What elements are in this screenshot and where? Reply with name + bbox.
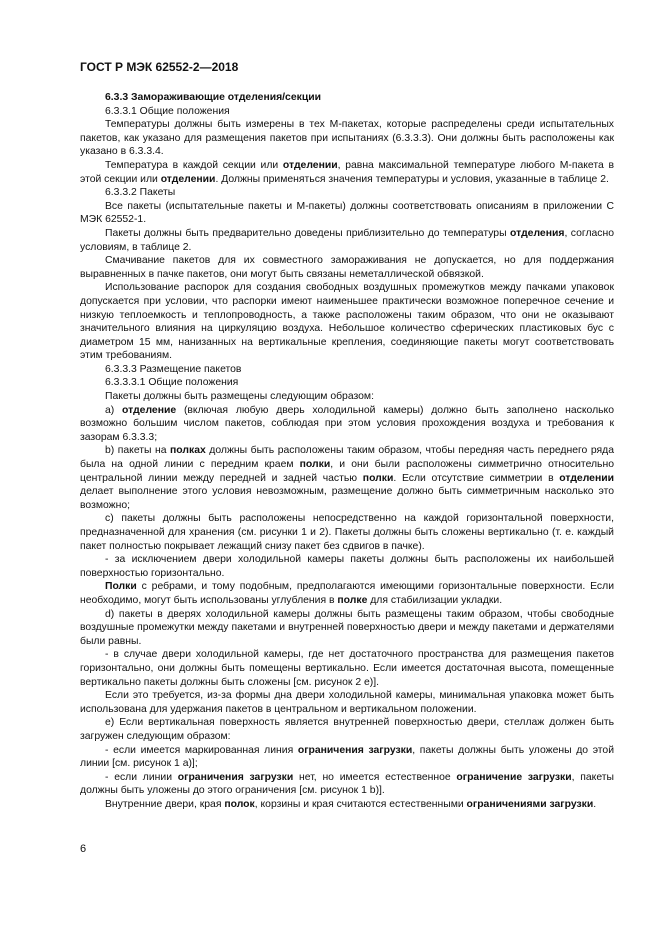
paragraph: Полки с ребрами, и тому подобным, предполагаются имеющими горизонтальные поверхности. Если необходимо, могут быть использованы углубления в полке для стабилизации укладки.	[80, 581, 614, 606]
section-heading: 6.3.3 Замораживающие отделения/секции	[105, 92, 321, 103]
paragraph: - за исключением двери холодильной камеры пакеты должны быть расположены их наибольшей поверхностью горизонтально.	[80, 554, 614, 579]
paragraph: - если линии ограничения загрузки нет, но имеется естественное ограничение загрузки, пакеты должны быть уложены до этого ограничения [см. рисунок 1 b)].	[80, 771, 614, 797]
paragraph: Смачивание пакетов для их совместного замораживания не допускается, но для поддержания выравненных в пачке пакетов, они могут быть связаны неметаллической обвязкой.	[80, 255, 614, 280]
paragraph: 6.3.3.2 Пакеты	[105, 187, 176, 199]
defined-term: полок	[224, 798, 255, 810]
defined-term: полки	[362, 472, 394, 484]
document-header: ГОСТ Р МЭК 62552-2—2018	[80, 60, 239, 74]
defined-term: ограничение загрузки	[456, 771, 572, 783]
defined-term: ограничениями загрузки	[466, 798, 594, 810]
paragraph: 6.3.3.3 Размещение пакетов	[105, 363, 242, 375]
paragraph: е) Если вертикальная поверхность является внутренней поверхностью двери, стеллаж должен быть загружен следующим образом:	[80, 717, 614, 742]
paragraph: - в случае двери холодильной камеры, где нет достаточного пространства для размещения пакетов горизонтально, они должны быть помещены вертикально. Если имеется достаточная высота, помещенные вертикально пакеты должны быть сложены [см. рисунок 2 е)].	[80, 649, 614, 688]
paragraph: а) отделение (включая любую дверь холодильной камеры) должно быть заполнено насколько возможно большим числом пакетов, соблюдая при этом условия прохождения воздуха и требования к зазорам 6.3.3.3;	[80, 404, 614, 443]
defined-term: отделении	[160, 173, 216, 185]
defined-term: полках	[170, 445, 206, 457]
defined-term: полки	[299, 459, 331, 471]
defined-term: Полки	[105, 581, 137, 593]
paragraph: с) пакеты должны быть расположены непосредственно на каждой горизонтальной поверхности, предназначенной для хранения (см. рисунки 1 и 2). Пакеты должны быть сложены вертикально (т. е. каждый пакет полностью покрывает лежащий снизу пакет без сдвигов в пачке).	[80, 513, 614, 552]
paragraph: Температура в каждой секции или отделении, равна максимальной температуре любого М-пакета в этой секции или отделении. Должны применяться значения температуры и условия, указанные в таблице 2.	[80, 159, 614, 185]
defined-term: полке	[337, 594, 368, 606]
defined-term: отделении	[282, 159, 338, 171]
paragraph: Внутренние двери, края полок, корзины и края считаются естественными ограничениями загрузки.	[105, 798, 597, 810]
defined-term: отделении	[559, 472, 614, 484]
defined-term: ограничения загрузки	[177, 771, 294, 783]
paragraph: 6.3.3.1 Общие положения	[105, 105, 230, 117]
defined-term: отделение	[122, 404, 177, 416]
paragraph: Температуры должны быть измерены в тех М-пакетах, которые распределены среди испытательных пакетов, как указано для размещения пакетов при испытаниях (6.3.3.3). Они должны быть расположены как указано в 6.3.3.4.	[80, 119, 614, 158]
paragraph: 6.3.3.3.1 Общие положения	[105, 377, 239, 389]
paragraph: Пакеты должны быть предварительно доведены приблизительно до температуры отделения, согласно условиям, в таблице 2.	[80, 227, 615, 253]
defined-term: ограничения загрузки	[297, 744, 413, 756]
paragraph: Если это требуется, из-за формы дна двери холодильной камеры, минимальная упаковка может быть использована для удержания пакетов в центральном и вертикальном положении.	[80, 690, 614, 715]
paragraph: Пакеты должны быть размещены следующим образом:	[105, 391, 374, 403]
paragraph: Все пакеты (испытательные пакеты и М-пакеты) должны соответствовать описаниям в приложении С МЭК 62552-1.	[80, 200, 614, 226]
paragraph: b) пакеты на полках должны быть расположены таким образом, чтобы передняя часть переднего ряда была на одной линии с передним краем полки, и они были расположены симметрично относительно центральной линии между передней и задней частью полки. Если отсутствие симметрии в отделении делает выполнение этого условия невозможным, размещение должно быть симметричным насколько это возможно;	[80, 445, 614, 511]
paragraph: d) пакеты в дверях холодильной камеры должны быть размещены таким образом, чтобы свободные воздушные промежутки между пакетами и внутренней поверхностью двери и между пакетами и держателями были равны.	[80, 608, 614, 647]
defined-term: отделения	[510, 227, 565, 239]
page-number: 6	[80, 843, 87, 855]
document-body	[80, 91, 614, 811]
paragraph: Использование распорок для создания свободных воздушных промежутков между пачками упаковок допускается при условии, что распорки имеют наименьшее практически возможное поперечное сечение и низкую теплоемкость и теплопроводность, а также расположены таким образом, что они не оказывают значительного влияния на циркуляцию воздуха. Небольшое количество сферических пластиковых бус с диаметром 15 мм, нанизанных на вертикальные крепления, соединяющие пакеты могут соответствовать этим требованиям.	[80, 282, 614, 362]
paragraph: - если имеется маркированная линия ограничения загрузки, пакеты должны быть уложены до этой линии [см. рисунок 1 а)];	[80, 744, 614, 770]
